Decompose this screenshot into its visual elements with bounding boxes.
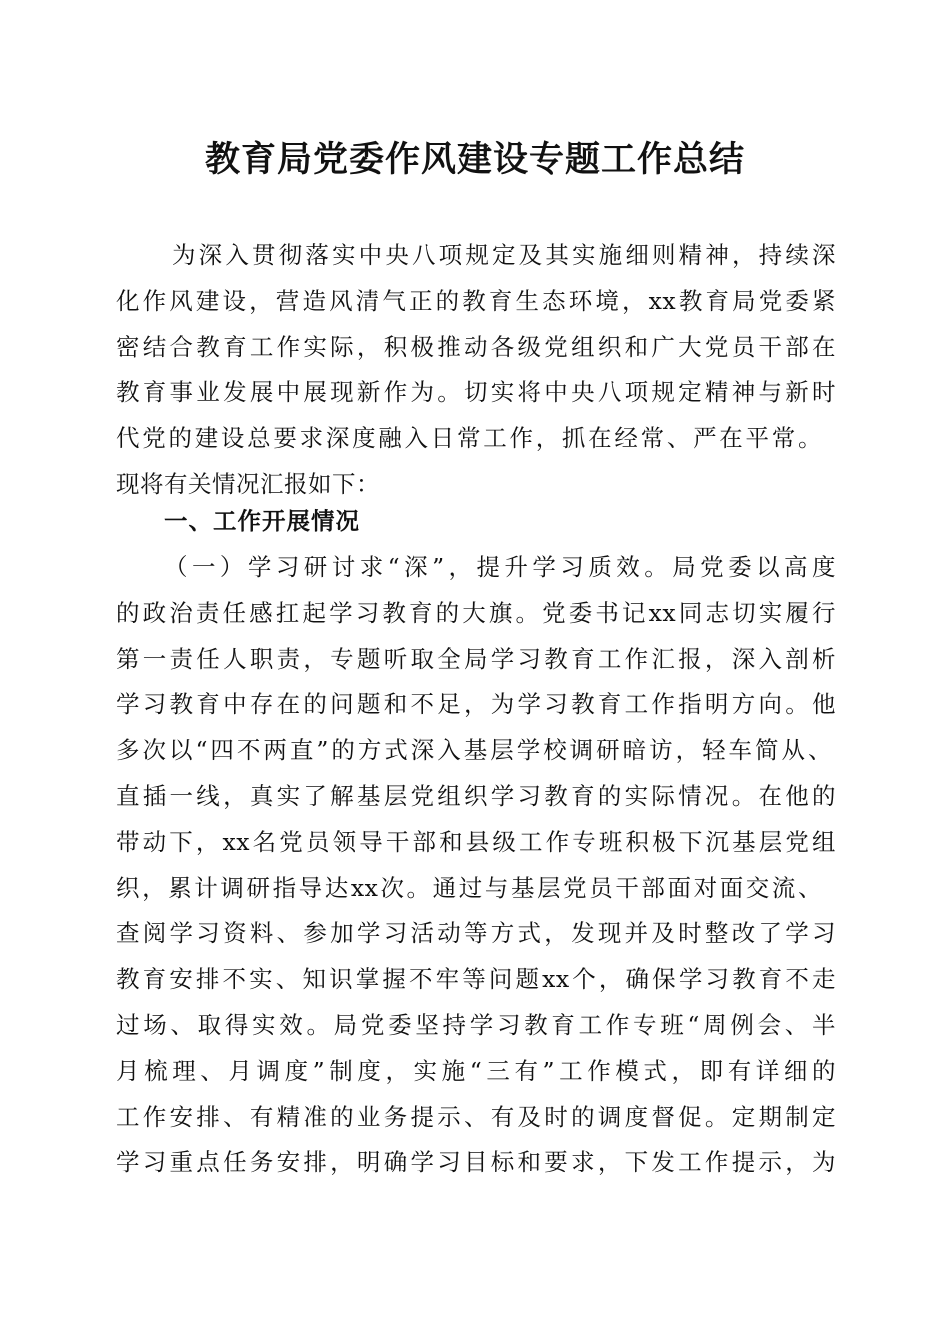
section1-line: 学习教育中存在的问题和不足，为学习教育工作指明方向。他	[116, 690, 836, 719]
section1-line: 直插一线，真实了解基层党组织学习教育的实际情况。在他的	[116, 781, 836, 810]
section-heading: 一、工作开展情况	[164, 507, 360, 535]
intro-line: 现将有关情况汇报如下：	[116, 469, 380, 498]
intro-line: 密结合教育工作实际，积极推动各级党组织和广大党员干部在	[116, 332, 836, 361]
section1-line: 第一责任人职责，专题听取全局学习教育工作汇报，深入剖析	[116, 644, 836, 673]
intro-line: 教育事业发展中展现新作为。切实将中央八项规定精神与新时	[116, 378, 836, 407]
section1-line: 教育安排不实、知识掌握不牢等问题xx个，确保学习教育不走	[116, 965, 836, 994]
section1-line: （一）学习研讨求“深”，提升学习质效。局党委以高度	[164, 553, 836, 581]
document-title: 教育局党委作风建设专题工作总结	[204, 139, 745, 180]
section1-line: 月梳理、月调度”制度，实施“三有”工作模式，即有详细的	[116, 1056, 836, 1085]
intro-line: 为深入贯彻落实中央八项规定及其实施细则精神，持续深	[172, 241, 836, 269]
section1-line: 工作安排、有精准的业务提示、有及时的调度督促。定期制定	[116, 1102, 836, 1131]
intro-line: 化作风建设，营造风清气正的教育生态环境，xx教育局党委紧	[116, 286, 836, 315]
intro-line: 代党的建设总要求深度融入日常工作，抓在经常、严在平常。	[116, 424, 822, 453]
section1-line: 学习重点任务安排，明确学习目标和要求，下发工作提示，为	[116, 1148, 836, 1177]
section1-line: 过场、取得实效。局党委坚持学习教育工作专班“周例会、半	[116, 1010, 836, 1039]
section1-line: 查阅学习资料、参加学习活动等方式，发现并及时整改了学习	[116, 919, 836, 948]
section1-line: 织，累计调研指导达xx次。通过与基层党员干部面对面交流、	[116, 873, 822, 902]
section1-line: 多次以“四不两直”的方式深入基层学校调研暗访，轻车简从、	[116, 736, 832, 765]
section1-line: 的政治责任感扛起学习教育的大旗。党委书记xx同志切实履行	[116, 598, 836, 627]
section1-line: 带动下，xx名党员领导干部和县级工作专班积极下沉基层党组	[116, 827, 836, 856]
intro-paragraph	[116, 233, 836, 508]
section1-paragraph	[116, 545, 836, 1186]
